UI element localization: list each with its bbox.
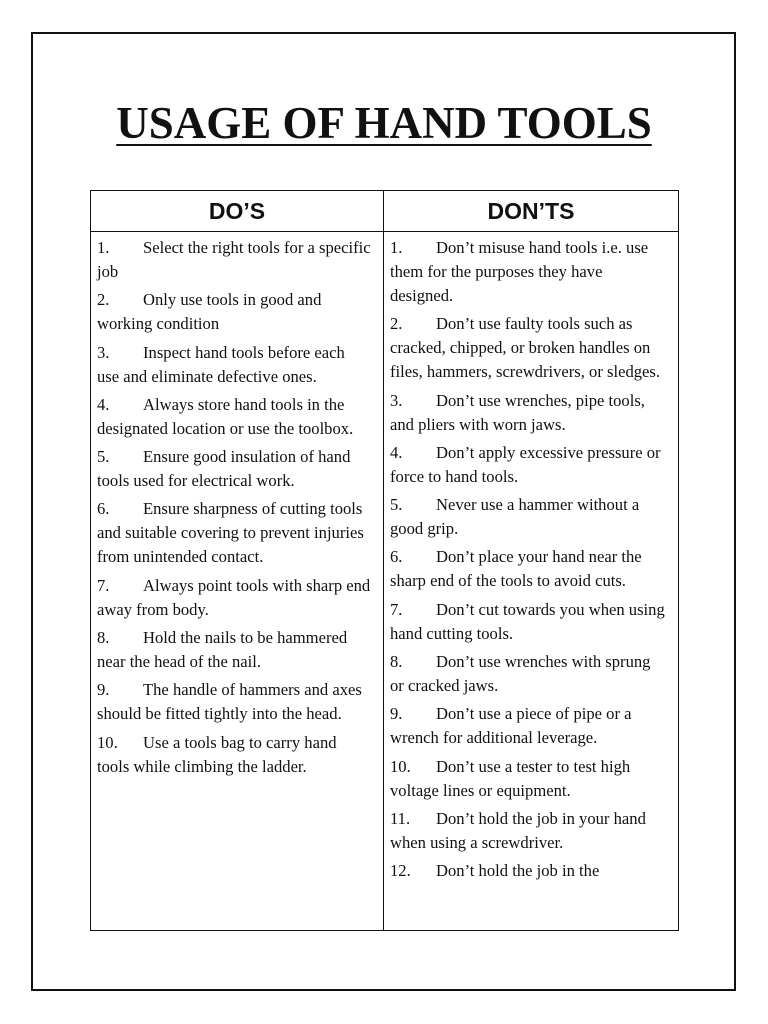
dos-item-number: 1. xyxy=(97,238,110,257)
dos-item-number: 4. xyxy=(97,394,110,414)
dos-item xyxy=(97,393,371,441)
donts-item-number: 12. xyxy=(390,861,411,881)
donts-item-text: Don’t use wrenches with sprung or cracked jaws. xyxy=(390,652,651,696)
donts-item-text: Don’t cut towards you when using hand cutting tools. xyxy=(390,599,665,643)
donts-clip xyxy=(390,236,667,929)
donts-item-text: Don’t use wrenches, pipe tools, and pliers with worn jaws. xyxy=(390,390,645,434)
dos-item-number: 3. xyxy=(97,342,110,362)
donts-item-text: Don’t use faulty tools such as cracked, chipped, or broken handles on files, hammers, screwdrivers, or sledges. xyxy=(390,314,661,382)
dos-item xyxy=(97,678,371,726)
donts-item-text: Don’t place your hand near the sharp end of the tools to avoid cuts. xyxy=(390,547,642,591)
dos-donts-table xyxy=(90,190,679,931)
donts-item xyxy=(390,312,667,384)
donts-item xyxy=(390,755,667,803)
dos-item xyxy=(97,497,371,569)
dos-item-number: 7. xyxy=(97,575,110,595)
dos-item xyxy=(97,288,371,336)
donts-list xyxy=(390,236,667,883)
dos-item-number: 2. xyxy=(97,290,110,310)
dos-item-text: Ensure sharpness of cutting tools and suitable covering to prevent injuries from unintended contact. xyxy=(97,499,364,567)
dos-item-text: Only use tools in good and working condition xyxy=(97,290,322,334)
dos-item xyxy=(97,626,371,674)
donts-item-text: Don’t apply excessive pressure or force to hand tools. xyxy=(390,442,661,486)
donts-item-text: Don’t hold the job in the xyxy=(436,861,600,881)
page-title-text: USAGE OF HAND TOOLS xyxy=(116,98,652,148)
dos-item-text: Always point tools with sharp end away from body. xyxy=(97,575,371,619)
dos-item-number: 10. xyxy=(97,732,118,752)
dos-list xyxy=(97,236,371,779)
donts-item xyxy=(390,545,667,593)
donts-item xyxy=(390,441,667,489)
dos-item-number: 8. xyxy=(97,628,110,648)
donts-item xyxy=(390,236,667,308)
dos-item-text: Inspect hand tools before each use and eliminate defective ones. xyxy=(97,342,345,386)
donts-item-number: 2. xyxy=(390,314,403,334)
donts-item-number: 8. xyxy=(390,652,403,672)
donts-item-number: 4. xyxy=(390,442,403,462)
dos-item-number: 6. xyxy=(97,499,110,519)
donts-item-number: 10. xyxy=(390,756,411,776)
donts-item-text: Don’t hold the job in your hand when using a screwdriver. xyxy=(390,808,646,852)
donts-item-text: Don’t use a piece of pipe or a wrench for additional leverage. xyxy=(390,704,632,748)
donts-item xyxy=(390,598,667,646)
dos-item xyxy=(97,236,371,284)
dos-column xyxy=(91,232,384,931)
donts-item-number: 5. xyxy=(390,495,403,515)
dos-item-text: Always store hand tools in the designated location or use the toolbox. xyxy=(97,394,354,438)
dos-item xyxy=(97,574,371,622)
donts-item-text: Don’t use a tester to test high voltage lines or equipment. xyxy=(390,756,631,800)
donts-item-number: 3. xyxy=(390,390,403,410)
dos-item-number: 9. xyxy=(97,680,110,700)
donts-item xyxy=(390,493,667,541)
donts-item xyxy=(390,859,667,883)
dos-item-text: Ensure good insulation of hand tools used for electrical work. xyxy=(97,447,351,491)
page-title xyxy=(0,96,768,150)
donts-item-number: 7. xyxy=(390,599,403,619)
dos-item-text: Select the right tools for a specific job xyxy=(97,238,371,281)
dos-item xyxy=(97,445,371,493)
donts-item xyxy=(390,807,667,855)
dos-item xyxy=(97,731,371,779)
dos-item-text: Hold the nails to be hammered near the head of the nail. xyxy=(97,628,348,672)
donts-item xyxy=(390,650,667,698)
dos-item-text: The handle of hammers and axes should be fitted tightly into the head. xyxy=(97,680,362,724)
donts-item-text: Never use a hammer without a good grip. xyxy=(390,495,640,539)
donts-item xyxy=(390,702,667,750)
donts-item-number: 9. xyxy=(390,704,403,724)
donts-item-number: 1. xyxy=(390,238,403,257)
donts-column xyxy=(384,232,679,931)
dos-header: DO’S xyxy=(91,191,384,232)
table-body-row xyxy=(91,232,679,931)
donts-item-text: Don’t misuse hand tools i.e. use them for the purposes they have designed. xyxy=(390,238,649,305)
dos-item xyxy=(97,341,371,389)
donts-header: DON’TS xyxy=(384,191,679,232)
table-header-row xyxy=(91,191,679,232)
donts-item xyxy=(390,389,667,437)
donts-item-number: 6. xyxy=(390,547,403,567)
dos-item-number: 5. xyxy=(97,447,110,467)
donts-item-number: 11. xyxy=(390,808,411,828)
dos-item-text: Use a tools bag to carry hand tools while climbing the ladder. xyxy=(97,732,337,776)
